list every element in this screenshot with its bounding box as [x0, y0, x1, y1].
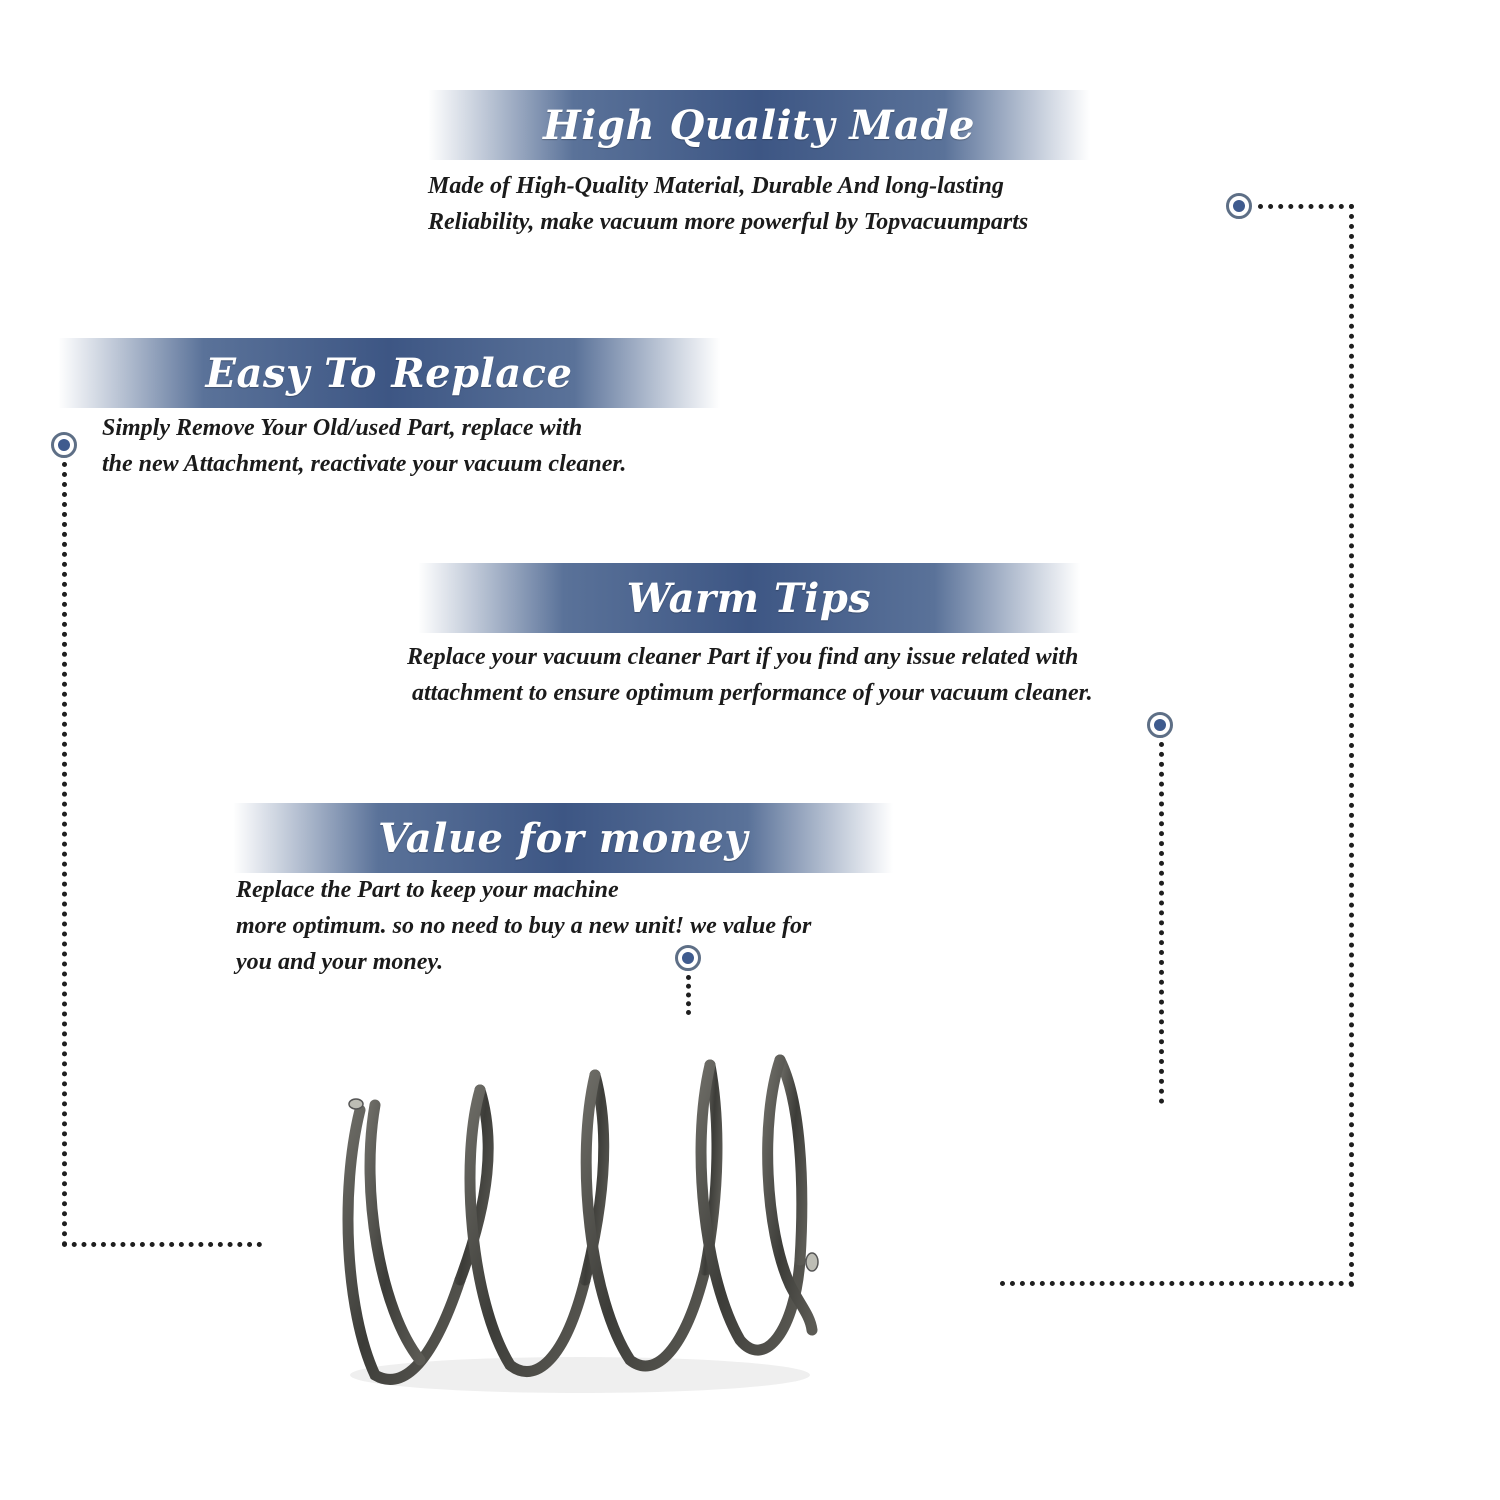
feature-title-high-quality: High Quality Made — [543, 101, 975, 149]
description-line: you and your money. — [236, 949, 444, 975]
connector-line — [1349, 204, 1354, 1288]
feature-title-value-money: Value for money — [377, 814, 749, 862]
target-dot-icon — [675, 945, 701, 971]
description-line: attachment to ensure optimum performance of your vacuum cleaner. — [412, 680, 1093, 706]
target-dot-icon — [51, 432, 77, 458]
connector-line — [1159, 742, 1164, 1104]
feature-banner-high-quality — [428, 90, 1090, 160]
connector-line — [62, 462, 67, 1247]
connector-line — [686, 975, 691, 1015]
feature-banner-warm-tips — [418, 563, 1080, 633]
feature-description-high-quality — [428, 168, 1028, 240]
description-line: more optimum. so no need to buy a new unit! we value for — [236, 913, 812, 939]
compression-spring-image — [320, 1030, 880, 1410]
target-dot-icon — [1147, 712, 1173, 738]
feature-description-warm-tips — [407, 639, 1093, 711]
feature-description-value-money — [236, 872, 811, 980]
description-line: the new Attachment, reactivate your vacuum cleaner. — [102, 451, 627, 477]
feature-title-easy-replace: Easy To Replace — [205, 349, 573, 397]
feature-banner-easy-replace — [58, 338, 720, 408]
feature-title-warm-tips: Warm Tips — [626, 574, 872, 622]
description-line: Simply Remove Your Old/used Part, replace with — [102, 415, 583, 441]
target-dot-icon — [1226, 193, 1252, 219]
connector-line — [1258, 204, 1354, 209]
description-line: Replace your vacuum cleaner Part if you find any issue related with — [407, 644, 1079, 670]
connector-line — [1000, 1281, 1354, 1286]
feature-banner-value-money — [233, 803, 893, 873]
feature-description-easy-replace — [102, 410, 626, 482]
description-line: Reliability, make vacuum more powerful by Topvacuumparts — [428, 209, 1029, 235]
description-line: Replace the Part to keep your machine — [236, 877, 619, 903]
description-line: Made of High-Quality Material, Durable And long-lasting — [428, 173, 1004, 199]
connector-line — [62, 1242, 262, 1247]
